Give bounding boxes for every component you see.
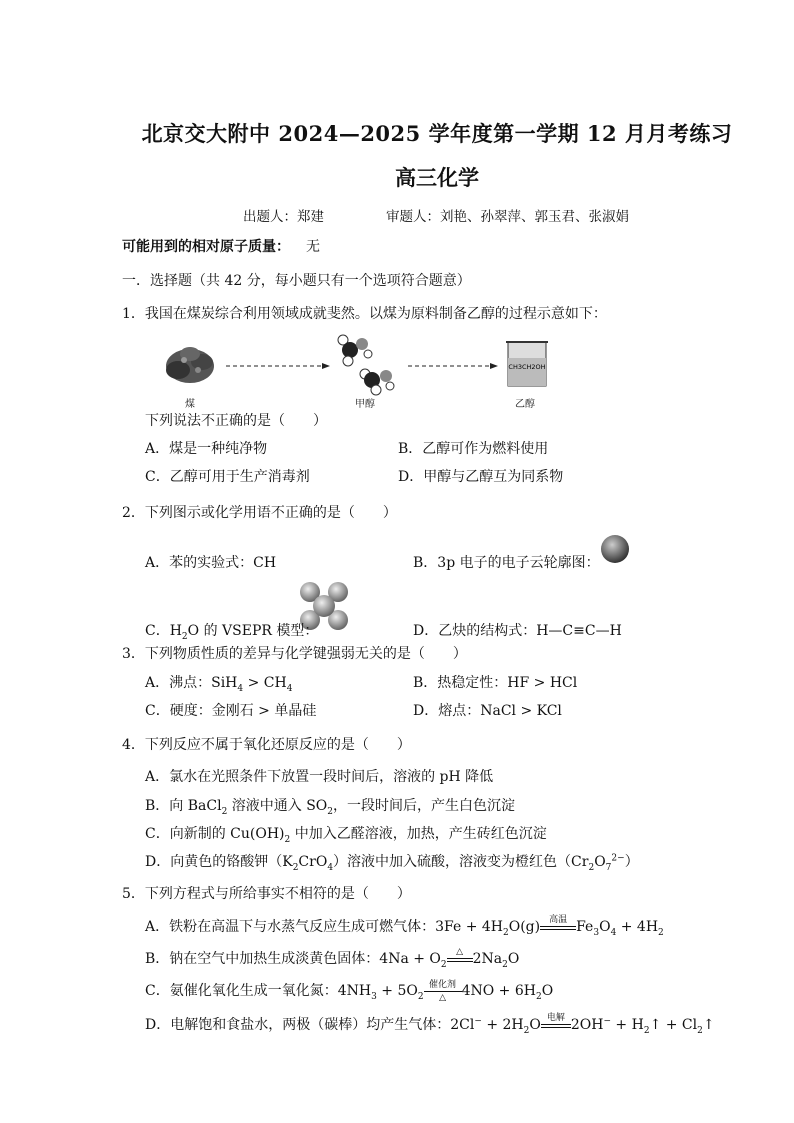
q2-option-d: D．乙炔的结构式：H—C≡C—H (413, 623, 622, 639)
ethanol-beaker-icon (506, 342, 548, 386)
reaction-condition: 电解 (541, 1022, 571, 1028)
q2-option-a: A．苯的实验式：CH (145, 555, 277, 571)
q1-stem: 1．我国在煤炭综合利用领域成就斐然。以煤为原料制备乙醇的过程示意如下： (122, 306, 607, 322)
reaction-condition: 高温 (540, 924, 576, 930)
ethanol-label: 乙醇 (515, 399, 535, 410)
q4-stem: 4．下列反应不属于氧化还原反应的是（ ） (122, 737, 411, 753)
q3-stem: 3．下列物质性质的差异与化学键强弱无关的是（ ） (122, 646, 467, 662)
methanol-molecule-icon (338, 335, 394, 395)
arrow-head-2 (490, 363, 498, 369)
exam-title: 北京交大附中 2024—2025 学年度第一学期 12 月月考练习 (141, 121, 733, 146)
q3-option-b: B．热稳定性：HF > HCl (413, 675, 578, 691)
q5-option-d: D．电解饱和食盐水，两极（碳棒）均产生气体：$2Cl^- + 2H_2O$ 电解 $2OH^- + H_2↑$ + $Cl_2↑$ (145, 1013, 715, 1036)
reaction-condition: △ (447, 956, 473, 962)
q1-option-d: D．甲醇与乙醇互为同系物 (398, 469, 564, 485)
q5-option-b: B．钠在空气中加热生成淡黄色固体：$4Na + O_2$ △ $2Na_2O$ (145, 947, 520, 970)
q1-prompt: 下列说法不正确的是（ ） (145, 413, 327, 429)
q4-option-d: D．向黄色的铬酸钾$(K_2CrO_4)$溶液中加入硫酸，溶液变为橙红色$(Cr_2O_7^{2-})$ (145, 853, 639, 873)
section-heading: 一．选择题（共 42 分，每小题只有一个选项符合题意） (122, 273, 471, 289)
atomic-mass-label: 可能用到的相对原子质量： (122, 239, 290, 255)
q3-option-c: C．硬度：金刚石 > 单晶硅 (145, 703, 317, 719)
q2-option-b: B．3p 电子的电子云轮廓图： (413, 555, 600, 571)
q5-option-c: C．氨催化氧化生成一氧化氮：$4NH_3 + 5O_2$ 催化剂 △ $4NO + 6H_2O$ (145, 980, 554, 1003)
q2-option-c: C．$H_2O$ 的 VSEPR 模型： (145, 623, 319, 642)
q4-option-a: A．氯水在光照条件下放置一段时间后，溶液的 pH 降低 (145, 769, 494, 785)
q1-option-b: B．乙醇可作为燃料使用 (398, 441, 549, 457)
q1-option-c: C．乙醇可用于生产消毒剂 (145, 469, 310, 485)
q2-stem: 2．下列图示或化学用语不正确的是（ ） (122, 505, 397, 521)
q1-option-a: A．煤是一种纯净物 (145, 441, 268, 457)
beaker-label: CH3CH2OH (508, 363, 546, 371)
exam-subtitle: 高三化学 (395, 165, 479, 190)
atomic-mass-value: 无 (306, 239, 320, 255)
q5-stem: 5．下列方程式与所给事实不相符的是（ ） (122, 886, 411, 902)
q5-option-a: A．铁粉在高温下与水蒸气反应生成可燃气体：$3Fe + 4H_2O(g)$ 高温 $Fe_3O_4 + 4H_2$ (145, 915, 664, 938)
reaction-condition: 催化剂 △ (424, 989, 462, 993)
methanol-label: 甲醇 (355, 399, 375, 410)
q3-option-a: A．沸点：$SiH_4 > CH_4$ (145, 675, 293, 694)
reviewers: 审题人：刘艳、孙翠萍、郭玉君、张淑娟 (386, 209, 629, 225)
q4-option-b: B．向 BaCl$_2$ 溶液中通入 $SO_2$，一段时间后，产生白色沉淀 (145, 798, 515, 817)
coal-image (166, 347, 214, 383)
q3-option-d: D．熔点：NaCl > KCl (413, 703, 562, 719)
coal-label: 煤 (185, 399, 195, 410)
arrow-head-1 (322, 363, 330, 369)
question-setter: 出题人：郑建 (243, 209, 324, 225)
q4-option-c: C．向新制的 $Cu(OH)_2$ 中加入乙醛溶液，加热，产生砖红色沉淀 (145, 826, 547, 845)
p-orbital-sphere-icon (598, 532, 632, 566)
